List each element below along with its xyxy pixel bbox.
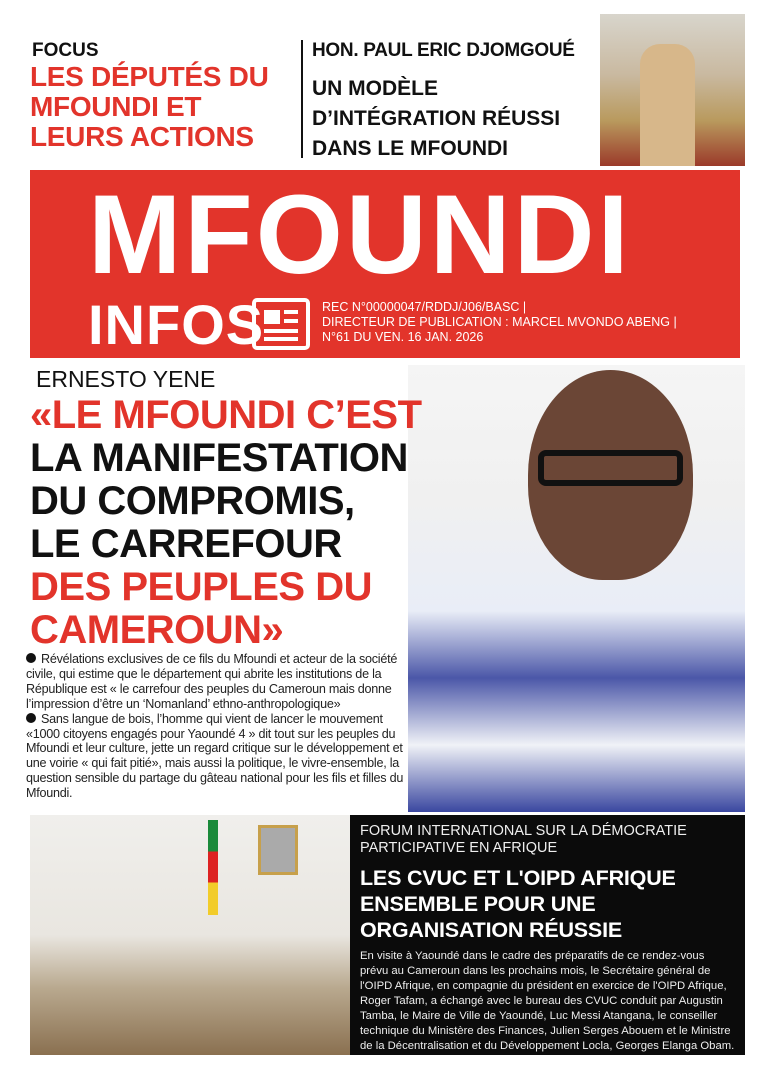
headline-line: DES PEUPLES DU: [30, 565, 372, 609]
bullet-icon: [26, 713, 36, 723]
focus-title-line: MFOUNDI ET: [30, 91, 202, 122]
feature-title-line: DANS LE MFOUNDI: [312, 137, 508, 160]
focus-label: FOCUS: [32, 40, 99, 61]
forum-body: En visite à Yaoundé dans le cadre des préparatifs de ce rendez-vous prévu au Cameroun dans les prochains mois, le Secrétaire général de l'OIPD Afrique, en compagnie du président en exercice de l'OIPD Afrique, Roger Tafam, a échangé avec le bureau des CVUC conduit par Augustin Tamba, le Maire de Ville de Yaoundé, Luc Messi Atangana, le conseiller technique du Ministère des Finances, Julien Serges Abouem et le Ministre de la Décentralisation et du Développement Locla, Georges Elanga Obam.: [360, 950, 735, 1052]
masthead-meta: [322, 300, 677, 345]
lead-person: ERNESTO YENE: [36, 366, 216, 392]
publisher: DIRECTEUR DE PUBLICATION : MARCEL MVONDO ABENG |: [322, 315, 677, 329]
bullet-text: Sans langue de bois, l’homme qui vient de lancer le mouvement «1000 citoyens engagés pour Yaoundé 4 » dit tout sur les peuples du Mfoundi et leur culture, jette un regard critique sur le développement et une voirie « qui fait pitié», mais aussi la politique, le vivre-ensemble, la question sensible du partage du gâteau national pour les fils et filles du Mfoundi.: [26, 711, 404, 801]
feature-title-line: UN MODÈLE: [312, 77, 438, 100]
headline-line: DU COMPROMIS,: [30, 479, 355, 523]
lead-headline: [30, 394, 422, 652]
bullet-item: [26, 652, 418, 712]
headline-line: LA MANIFESTATION: [30, 436, 408, 480]
bullet-icon: [26, 653, 36, 663]
forum-title: LES CVUC ET L'OIPD AFRIQUE ENSEMBLE POUR UNE ORGANISATION RÉUSSIE: [360, 866, 676, 942]
issue-date: N°61 DU VEN. 16 JAN. 2026: [322, 330, 484, 344]
feature-title-line: D’INTÉGRATION RÉUSSI: [312, 107, 561, 130]
bullet-item: [26, 712, 418, 801]
forum-article: [350, 815, 745, 1055]
focus-title-line: LEURS ACTIONS: [30, 121, 254, 152]
lead-portrait: [408, 365, 745, 812]
meeting-photo: [30, 815, 350, 1055]
newspaper-icon: [252, 298, 310, 350]
forum-kicker: FORUM INTERNATIONAL SUR LA DÉMOCRATIE PARTICIPATIVE EN AFRIQUE: [360, 823, 687, 856]
masthead-subtitle: INFOS: [88, 293, 265, 356]
focus-title-line: LES DÉPUTÉS DU: [30, 61, 269, 92]
feature-title: [312, 74, 560, 164]
divider: [301, 40, 303, 158]
headline-line: CAMEROUN»: [30, 608, 284, 652]
headline-line: LE CARREFOUR: [30, 522, 342, 566]
bullet-text: Révélations exclusives de ce fils du Mfoundi et acteur de la société civile, qui estime que le département qui abrite les institutions de la République est « le carrefour des peuples du Cameroun mais donne l’impression d’être un ‘Nomanland’ ethno-anthropologique»: [26, 652, 398, 711]
headline-line: «LE MFOUNDI C’EST: [30, 393, 422, 437]
masthead-title: MFOUNDI: [88, 172, 632, 297]
focus-title: [30, 62, 269, 152]
feature-name: HON. PAUL ERIC DJOMGOUÉ: [312, 40, 575, 61]
lead-bullets: [26, 652, 418, 801]
registration: REC N°00000047/RDDJ/J06/BASC |: [322, 300, 527, 314]
feature-photo: [600, 14, 745, 166]
